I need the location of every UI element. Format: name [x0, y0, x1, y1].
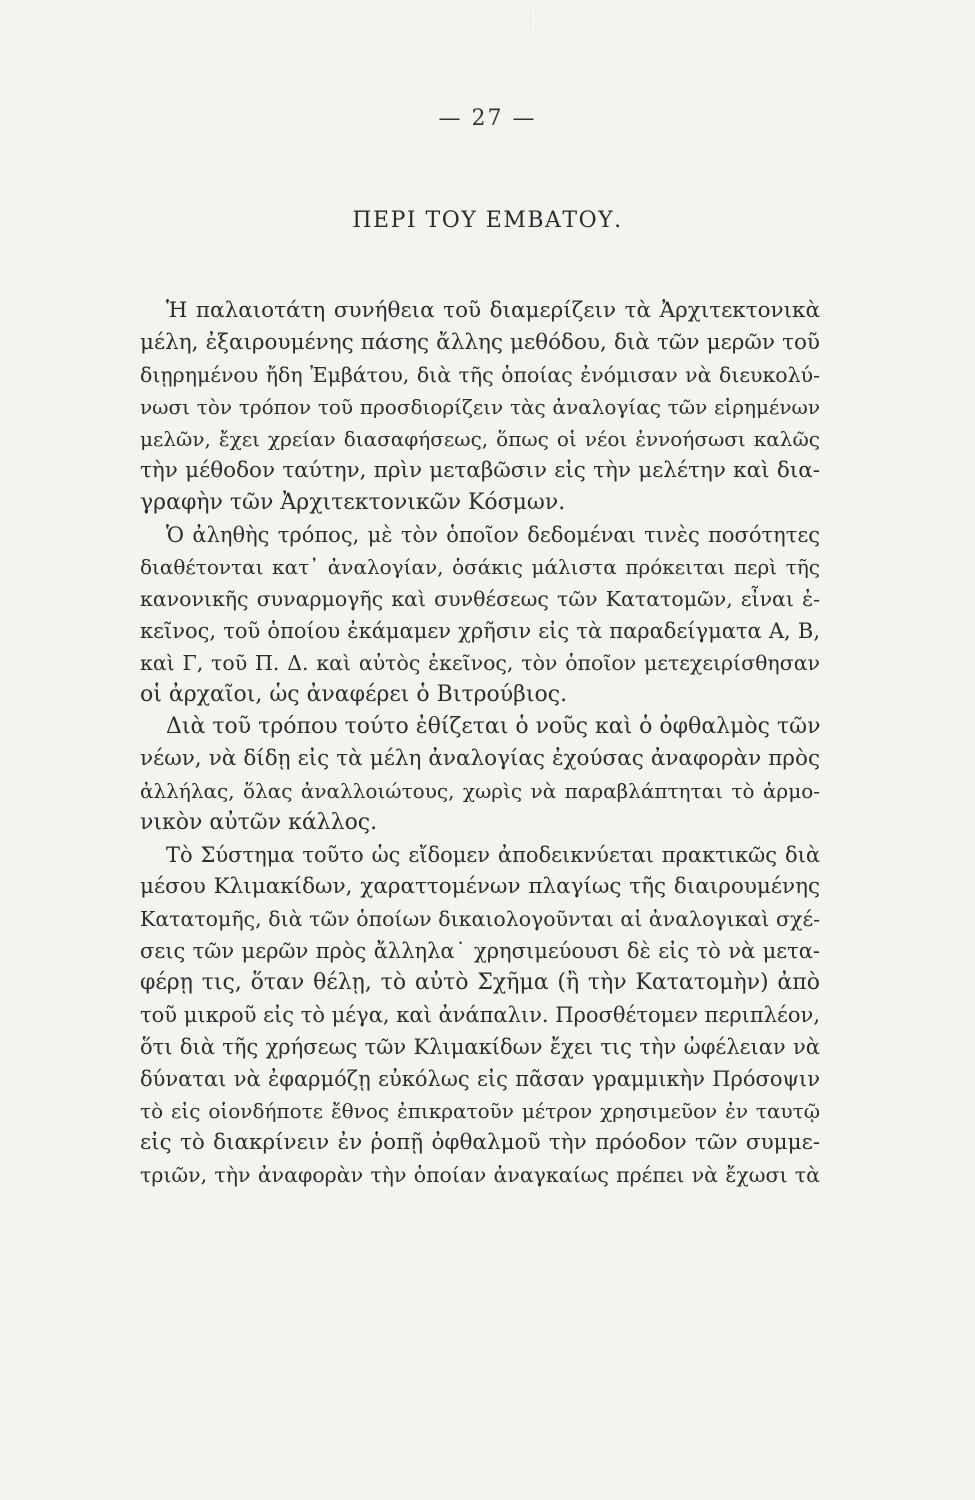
text-line: δύναται νὰ ἐφαρμόζῃ εὐκόλως εἰς πᾶσαν γραμμικὴν Πρόσοψιν — [140, 1067, 820, 1091]
text-line: Τὸ Σύστημα τοῦτο ὡς εἴδομεν ἀποδεικνύεται πρακτικῶς διὰ — [166, 843, 820, 867]
text-line: τὸ εἰς οἱονδήποτε ἔθνος ἐπικρατοῦν μέτρον χρησιμεῦον ἐν ταυτῷ — [140, 1099, 820, 1123]
text-line: κανονικῆς συναρμογῆς καὶ συνθέσεως τῶν Κατατομῶν, εἶναι ἐ- — [140, 587, 820, 611]
text-line: Διὰ τοῦ τρόπου τούτο ἐθίζεται ὁ νοῦς καὶ ὁ ὀφθαλμὸς τῶν — [166, 714, 821, 739]
text-line: καὶ Γ, τοῦ Π. Δ. καὶ αὐτὸς ἐκεῖνος, τὸν ὁποῖον μετεχειρίσθησαν — [140, 651, 820, 675]
text-line: εἰς τὸ διακρίνειν ἐν ῥοπῇ ὀφθαλμοῦ τὴν πρόοδον τῶν συμμε- — [140, 1130, 820, 1155]
text-line: Ὁ ἀληθὴς τρόπος, μὲ τὸν ὁποῖον δεδομέναι τινὲς ποσότητες — [166, 523, 820, 547]
text-line: νικὸν αὐτῶν κάλλος. — [140, 810, 378, 835]
text-line: μέσου Κλιμακίδων, χαραττομένων πλαγίως τῆς διαιρουμένης — [140, 874, 820, 899]
text-line: τριῶν, τὴν ἀναφορὰν τὴν ὁποίαν ἀναγκαίως πρέπει νὰ ἔχωσι τὰ — [140, 1163, 820, 1187]
text-line: μελῶν, ἔχει χρείαν διασαφήσεως, ὅπως οἱ νέοι ἐννοήσωσι καλῶς — [140, 427, 820, 451]
text-line: νωσι τὸν τρόπον τοῦ προσδιορίζειν τὰς ἀναλογίας τῶν εἰρημένων — [140, 395, 820, 419]
text-line: γραφὴν τῶν Ἀρχιτεκτονικῶν Κόσμων. — [140, 490, 566, 515]
text-line: ἀλλήλας, ὅλας ἀναλλοιώτους, χωρὶς νὰ παραβλάπτηται τὸ ἁρμο- — [140, 779, 820, 803]
page-number: — 27 — — [438, 106, 537, 131]
text-line: τὴν μέθοδον ταύτην, πρὶν μεταβῶσιν εἰς τὴν μελέτην καὶ δια- — [140, 458, 820, 483]
paper-crease — [530, 10, 531, 70]
text-line: οἱ ἀρχαῖοι, ὡς ἀναφέρει ὁ Βιτρούβιος. — [140, 682, 568, 707]
text-line: διαθέτονται κατ᾽ ἀναλογίαν, ὁσάκις μάλιστα πρόκειται περὶ τῆς — [140, 555, 820, 579]
text-line: νέων, νὰ δίδῃ εἰς τὰ μέλη ἀναλογίας ἐχούσας ἀναφορὰν πρὸς — [140, 746, 820, 771]
chapter-title: ΠΕΡΙ ΤΟΥ ΕΜΒΑΤΟΥ. — [352, 208, 623, 233]
text-line: ὅτι διὰ τῆς χρήσεως τῶν Κλιμακίδων ἔχει τις τὴν ὠφέλειαν νὰ — [140, 1035, 820, 1059]
text-line: φέρῃ τις, ὅταν θέλῃ, τὸ αὐτὸ Σχῆμα (ἢ τὴν Κατατομὴν) ἀπὸ — [140, 970, 820, 995]
text-line: Ἡ παλαιοτάτη συνήθεια τοῦ διαμερίζειν τὰ Ἀρχιτεκτονικὰ — [166, 298, 820, 323]
text-line: σεις τῶν μερῶν πρὸς ἄλληλα˙ χρησιμεύουσι δὲ εἰς τὸ νὰ μετα- — [140, 939, 820, 963]
text-line: Κατατομῆς, διὰ τῶν ὁποίων δικαιολογοῦνται αἱ ἀναλογικαὶ σχέ- — [140, 907, 820, 931]
text-line: τοῦ μικροῦ εἰς τὸ μέγα, καὶ ἀνάπαλιν. Προσθέτομεν περιπλέον, — [140, 1003, 820, 1027]
body-text — [140, 295, 820, 1191]
text-line: διῃρημένου ἤδη Ἐμβάτου, διὰ τῆς ὁποίας ἐνόμισαν νὰ διευκολύ- — [140, 363, 820, 387]
text-line: κεῖνος, τοῦ ὁποίου ἐκάμαμεν χρῆσιν εἰς τὰ παραδείγματα Α, Β, — [140, 619, 820, 643]
text-line: μέλη, ἐξαιρουμένης πάσης ἄλλης μεθόδου, διὰ τῶν μερῶν τοῦ — [140, 330, 820, 355]
